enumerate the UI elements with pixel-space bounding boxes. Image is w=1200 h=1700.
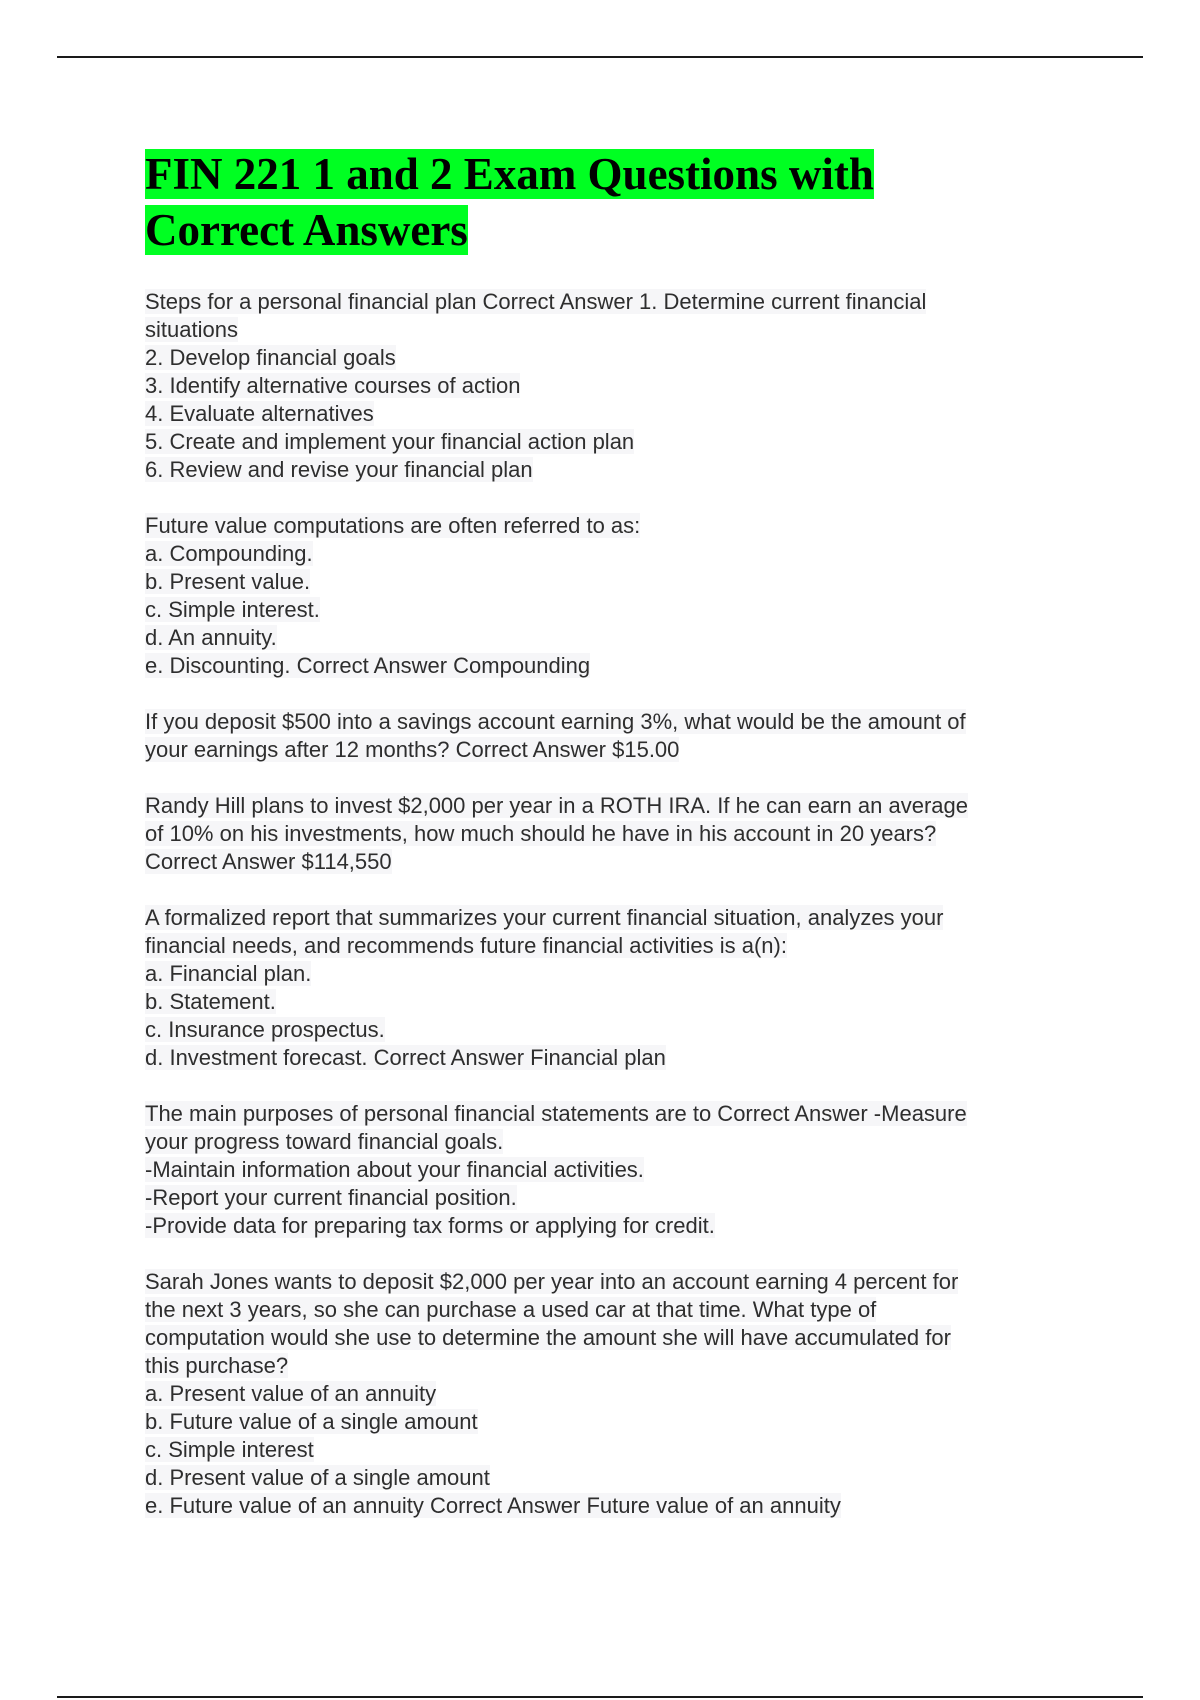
qa-line-text: Sarah Jones wants to deposit $2,000 per year into an account earning 4 percent for (145, 1269, 959, 1294)
qa-line (145, 1100, 1075, 1128)
qa-line (145, 960, 1075, 988)
qa-line-text: d. An annuity. (145, 625, 277, 650)
qa-item (145, 708, 1075, 764)
qa-line-text: -Report your current financial position. (145, 1185, 517, 1210)
qa-line (145, 1352, 1075, 1380)
header-rule (57, 56, 1143, 58)
qa-line (145, 988, 1075, 1016)
qa-line-text: c. Simple interest. (145, 597, 320, 622)
qa-line (145, 792, 1075, 820)
qa-line (145, 540, 1075, 568)
qa-line-text: The main purposes of personal financial statements are to Correct Answer -Measure (145, 1101, 967, 1126)
qa-line-text: the next 3 years, so she can purchase a used car at that time. What type of (145, 1297, 877, 1322)
qa-line-text: Future value computations are often referred to as: (145, 513, 641, 538)
qa-line (145, 1436, 1075, 1464)
qa-line-text: 2. Develop financial goals (145, 345, 396, 370)
qa-line-text: a. Financial plan. (145, 961, 312, 986)
qa-line-text: a. Compounding. (145, 541, 313, 566)
qa-line (145, 624, 1075, 652)
qa-line-text: d. Investment forecast. Correct Answer Financial plan (145, 1045, 666, 1070)
qa-line (145, 316, 1075, 344)
qa-item (145, 1268, 1075, 1520)
qa-line-text: a. Present value of an annuity (145, 1381, 437, 1406)
qa-item (145, 288, 1075, 484)
qa-line-text: If you deposit $500 into a savings account earning 3%, what would be the amount of (145, 709, 966, 734)
qa-line-text: b. Statement. (145, 989, 276, 1014)
qa-line-text: situations (145, 317, 238, 342)
qa-line (145, 1044, 1075, 1072)
qa-line (145, 736, 1075, 764)
qa-line-text: 3. Identify alternative courses of action (145, 373, 521, 398)
qa-line (145, 344, 1075, 372)
qa-list (145, 288, 1075, 1520)
qa-line (145, 1408, 1075, 1436)
qa-line-text: Steps for a personal financial plan Correct Answer 1. Determine current financial (145, 289, 927, 314)
qa-line (145, 904, 1075, 932)
qa-line (145, 848, 1075, 876)
qa-line-text: c. Simple interest (145, 1437, 314, 1462)
qa-line (145, 1492, 1075, 1520)
qa-line (145, 652, 1075, 680)
qa-line (145, 372, 1075, 400)
qa-line-text: c. Insurance prospectus. (145, 1017, 385, 1042)
qa-line-text: e. Future value of an annuity Correct Answer Future value of an annuity (145, 1493, 841, 1518)
qa-line-text: Correct Answer $114,550 (145, 849, 392, 874)
document-title: FIN 221 1 and 2 Exam Questions with Correct Answers (145, 149, 874, 255)
qa-line-text: of 10% on his investments, how much should he have in his account in 20 years? (145, 821, 937, 846)
qa-line (145, 596, 1075, 624)
qa-line-text: b. Present value. (145, 569, 311, 594)
qa-item (145, 512, 1075, 680)
qa-line (145, 456, 1075, 484)
qa-line-text: your earnings after 12 months? Correct Answer $15.00 (145, 737, 680, 762)
qa-line (145, 820, 1075, 848)
qa-line-text: this purchase? (145, 1353, 289, 1378)
qa-line (145, 1184, 1075, 1212)
qa-line (145, 568, 1075, 596)
qa-line (145, 428, 1075, 456)
qa-line (145, 1016, 1075, 1044)
qa-item (145, 904, 1075, 1072)
qa-line-text: 4. Evaluate alternatives (145, 401, 374, 426)
qa-line (145, 1156, 1075, 1184)
qa-line (145, 1212, 1075, 1240)
qa-line-text: A formalized report that summarizes your current financial situation, analyzes your (145, 905, 944, 930)
qa-line (145, 1324, 1075, 1352)
qa-line-text: 6. Review and revise your financial plan (145, 457, 533, 482)
title-block (145, 146, 945, 258)
qa-line-text: -Provide data for preparing tax forms or applying for credit. (145, 1213, 715, 1238)
footer-rule (57, 1696, 1143, 1698)
qa-line-text: d. Present value of a single amount (145, 1465, 490, 1490)
qa-line-text: -Maintain information about your financial activities. (145, 1157, 644, 1182)
qa-line (145, 932, 1075, 960)
qa-line (145, 512, 1075, 540)
qa-line (145, 1464, 1075, 1492)
qa-line-text: e. Discounting. Correct Answer Compounding (145, 653, 591, 678)
qa-line (145, 1380, 1075, 1408)
qa-line-text: your progress toward financial goals. (145, 1129, 504, 1154)
qa-line (145, 400, 1075, 428)
qa-line (145, 1268, 1075, 1296)
document-body (145, 146, 1075, 1548)
qa-line-text: Randy Hill plans to invest $2,000 per year in a ROTH IRA. If he can earn an average (145, 793, 968, 818)
qa-line-text: computation would she use to determine the amount she will have accumulated for (145, 1325, 951, 1350)
qa-line (145, 1296, 1075, 1324)
qa-line-text: b. Future value of a single amount (145, 1409, 478, 1434)
qa-item (145, 1100, 1075, 1240)
qa-line (145, 708, 1075, 736)
qa-item (145, 792, 1075, 876)
qa-line (145, 1128, 1075, 1156)
qa-line (145, 288, 1075, 316)
qa-line-text: financial needs, and recommends future financial activities is a(n): (145, 933, 787, 958)
qa-line-text: 5. Create and implement your financial action plan (145, 429, 635, 454)
